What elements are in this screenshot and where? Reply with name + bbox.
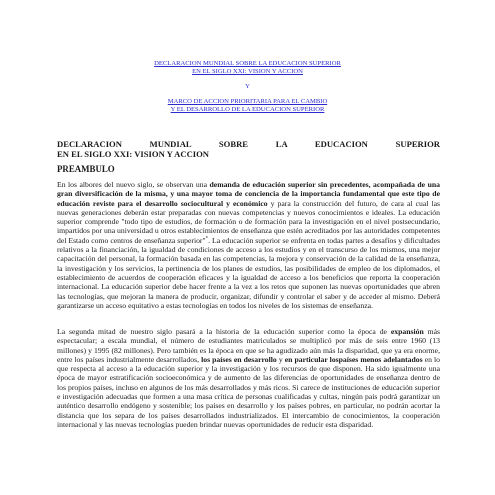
preamble-paragraph-1 [57, 180, 440, 310]
para2-text-4: en lo que respecta al acceso a la educación superior y la investigación y los recursos de que disponen. Ha sido igualmente una época de mayor estratificación socioeconómica y de aumento de las diferencias de oportunidades de enseñanza dentro de los propios países, incluso en algunos de los más desarrollados y más ricos. Si carece de instituciones de educación superior e investigación adecuadas que formen a una masa crítica de personas cualificadas y cultas, ningún país podrá garantizar un auténtico desarrollo endógeno y sostenible; los países en desarrollo y los países pobres, en particular, no podrán acortar la distancia que los separa de los países desarrollados industrializados. El intercambio de conocimientos, la cooperación internacional y las nuevas tecnologías pueden brindar nuevas oportunidades de reducir esta disparidad. [57, 354, 440, 429]
para1-text-2: y para la construcción del futuro, de cara al cual las nuevas generaciones deberán estar preparadas con nuevas competencias y nuevos conocimientos e ideales. La educación superior comprende "todo tipo de estudios, de formación o de formación para la investigación en el nivel postsecundario, impartidos por una universidad u otros establecimientos de enseñanza que estén acreditados por las autoridades competentes del Estado como centros de enseñanza superior" [57, 198, 440, 245]
framework-link-line1[interactable]: MARCO DE ACCION PRIORITARIA PARA EL CAMBIO [167, 98, 328, 105]
declaration-link[interactable] [0, 60, 495, 75]
para1-text-3: . La educación superior se enfrenta en todas partes a desafíos y dificultades relativos a la financiación, la igualdad de condiciones de acceso a los estudios y en el transcurso de los mismos, una mejor capacitación del personal, la formación basada en las competencias, la mejora y conservación de la calidad de la enseñanza, la investigación y los servicios, la pertinencia de los planes de estudios, las posibilidades de empleo de los diplomados, el establecimiento de acuerdos de cooperación eficaces y la igualdad de acceso a los beneficios que reporta la cooperación internacional. La educación superior debe hacer frente a la vez a los retos que suponen las nuevas oportunidades que abren las tecnologías, que mejoran la manera de producir, organizar, difundir y controlar el saber y de acceder al mismo. Deberá garantizarse un acceso equitativo a estas tecnologías en todos los niveles de los sistemas de enseñanza. [57, 235, 440, 310]
declaration-link-line2[interactable]: EN EL SIGLO XXI: VISION Y ACCION [192, 67, 303, 75]
para2-bold-3: en particular lospaíses menos adelantados [284, 354, 423, 364]
para2-bold-1: expansión [390, 327, 424, 336]
footnote-marker: * [205, 236, 209, 242]
document-title [57, 139, 440, 160]
para2-text-1: La segunda mitad de nuestro siglo pasará a la historia de la educación superior como la época de [57, 327, 391, 336]
declaration-link-line1[interactable]: DECLARACION MUNDIAL SOBRE LA EDUCACION SUPERIOR [154, 60, 341, 67]
framework-link-line2[interactable]: Y EL DESARROLLO DE LA EDUCACION SUPERIOR [170, 105, 325, 113]
framework-link[interactable] [0, 98, 495, 113]
para1-text-1: En los albores del nuevo siglo, se observan una [57, 180, 210, 189]
document-title-line2: EN EL SIGLO XXI: VISION Y ACCION [57, 149, 210, 160]
preamble-heading: PREAMBULO [57, 164, 115, 174]
link-separator: Y [245, 83, 250, 90]
preamble-paragraph-2 [57, 327, 440, 429]
para1-bold-1: demanda de educación superior sin precedentes, acompañada de una gran diversificación de la misma, y una mayor toma de conciencia de la importancia fundamental que este tipo de educación reviste para el desarrollo sociocultural y económico [57, 180, 440, 208]
document-title-line1: DECLARACION MUNDIAL SOBRE LA EDUCACION SUPERIOR [57, 139, 440, 149]
para2-text-3: y [276, 354, 285, 364]
para2-text-2: más espectacular; a escala mundial, el número de estudiantes matriculados se multiplicó por más de seis entre 1960 (13 millones) y 1995 (82 millones). Pero también es la época en que se ha agudizado aún más la disparidad, que ya era enorme, entre los países industrialmente desarrollados, [57, 327, 440, 364]
para2-bold-2: los países en desarrollo [201, 354, 277, 364]
